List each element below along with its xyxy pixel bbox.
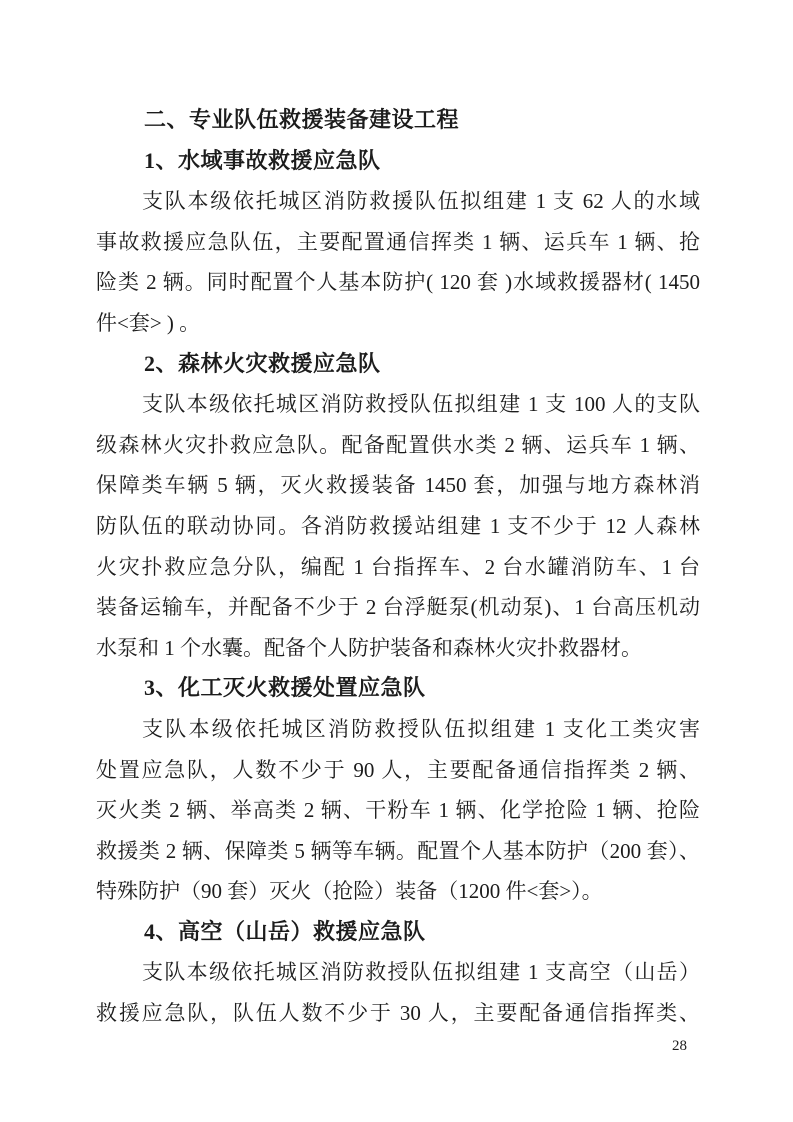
paragraph-line: 特殊防护（90 套）灭火（抢险）装备（1200 件<套>）。 — [96, 879, 603, 904]
paragraph-line: 保障类车辆 5 辆，灭火救援装备 1450 套，加强与地方森林消 — [96, 473, 700, 498]
section-3-heading: 3、化工灭火救援处置应急队 — [144, 675, 426, 701]
section-4-heading: 4、高空（山岳）救援应急队 — [144, 918, 426, 944]
paragraph-line: 件<套> ) 。 — [96, 310, 201, 335]
section-2 — [96, 344, 700, 669]
main-heading: 二、专业队伍救援装备建设工程 — [144, 107, 460, 132]
page-number: 28 — [672, 1038, 687, 1054]
paragraph-line: 防队伍的联动协同。各消防救援站组建 1 支不少于 12 人森林 — [96, 513, 700, 538]
paragraph-line: 处置应急队，人数不少于 90 人，主要配备通信指挥类 2 辆、 — [96, 757, 700, 782]
section-1 — [96, 141, 700, 344]
paragraph-line: 支队本级依托城区消防救授队伍拟组建 1 支 100 人的支队 — [142, 392, 700, 417]
paragraph-line: 救援应急队，队伍人数不少于 30 人，主要配备通信指挥类、 — [96, 1001, 700, 1026]
paragraph-line: 救援类 2 辆、保障类 5 辆等车辆。配置个人基本防护（200 套）、 — [96, 838, 700, 863]
paragraph-line: 级森林火灾扑救应急队。配备配置供水类 2 辆、运兵车 1 辆、 — [96, 432, 700, 457]
paragraph-line: 装备运输车，并配备不少于 2 台浮艇泵(机动泵)、1 台高压机动 — [96, 595, 700, 620]
paragraph-line: 险类 2 辆。同时配置个人基本防护( 120 套 )水域救援器材( 1450 — [96, 270, 700, 295]
paragraph-line: 支队本级依托城区消防救授队伍拟组建 1 支高空（山岳） — [142, 960, 700, 985]
paragraph-line: 火灾扑救应急分队，编配 1 台指挥车、2 台水罐消防车、1 台 — [96, 554, 700, 579]
paragraph-line: 水泵和 1 个水囊。配备个人防护装备和森林火灾扑救器材。 — [96, 635, 642, 660]
paragraph-line: 支队本级依托城区消防救援队伍拟组建 1 支 62 人的水域 — [142, 189, 700, 214]
section-4 — [96, 912, 700, 1034]
section-1-heading: 1、水域事故救援应急队 — [144, 147, 381, 173]
section-3 — [96, 668, 700, 912]
paragraph-line: 灭火类 2 辆、举高类 2 辆、干粉车 1 辆、化学抢险 1 辆、抢险 — [96, 798, 700, 823]
paragraph-line: 事故救援应急队伍，主要配置通信挥类 1 辆、运兵车 1 辆、抢 — [96, 229, 700, 254]
paragraph-line: 支队本级依托城区消防救授队伍拟组建 1 支化工类灾害 — [142, 716, 700, 741]
page-content — [96, 100, 700, 1034]
section-2-heading: 2、森林火灾救援应急队 — [144, 350, 381, 376]
